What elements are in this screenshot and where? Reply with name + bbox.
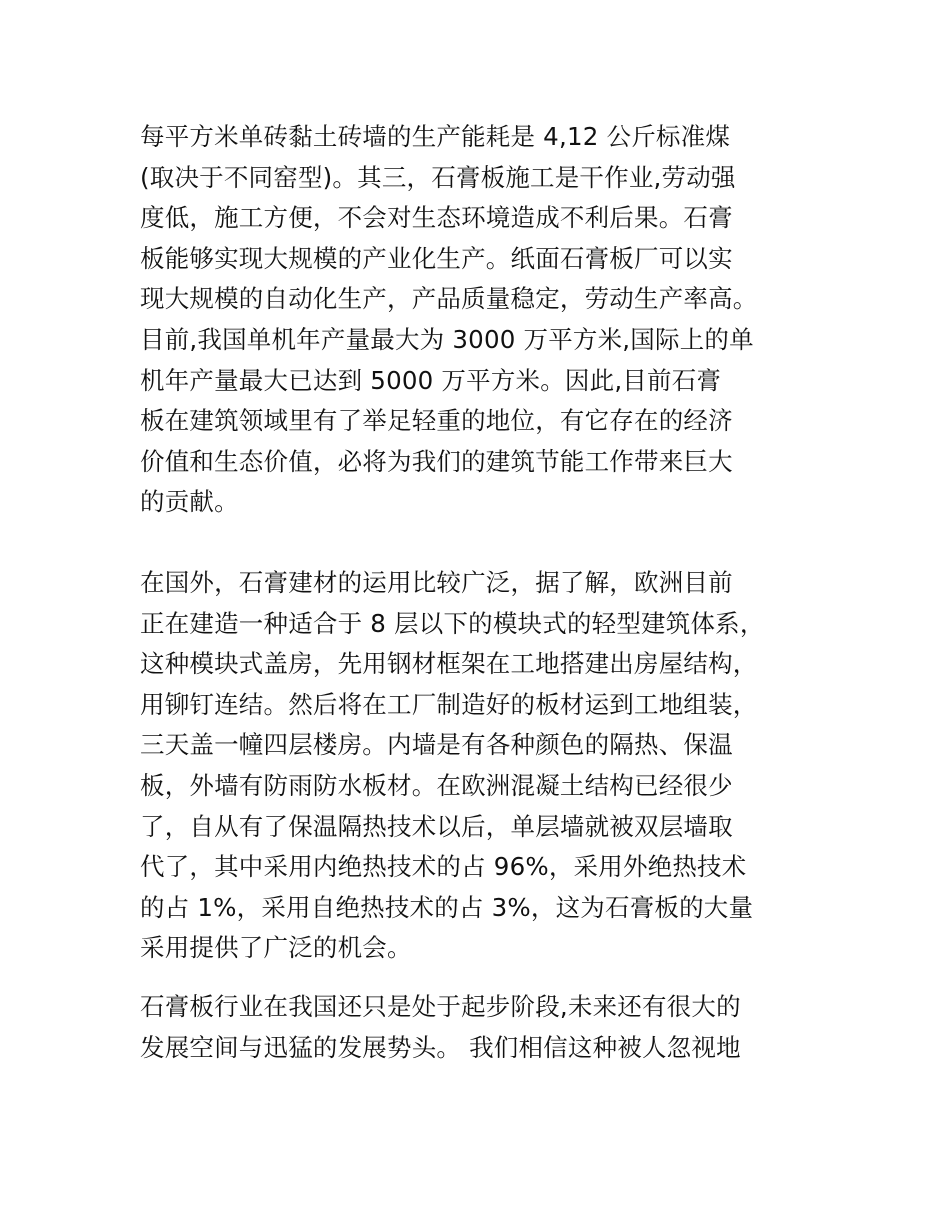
text-line: 石膏板行业在我国还只是处于起步阶段,未来还有很大的 [140,992,741,1021]
text-line: 发展空间与迅猛的发展势头。 我们相信这种被人忽视地 [140,1032,741,1062]
text-line: 板，外墙有防雨防水板材。在欧洲混凝土结构已经很少 [140,770,733,800]
paragraph-continuation [140,401,812,523]
text-line: 这种模块式盖房，先用钢材框架在工地搭建出房屋结构， [140,649,758,679]
text-line: (取决于不同窑型)。其三，石膏板施工是干作业,劳动强 [140,162,736,192]
text-line: 每平方米单砖黏土砖墙的生产能耗是 4,12 公斤标准煤 [140,122,731,151]
text-line: 现大规模的自动化生产，产品质量稳定，劳动生产率高。 [140,284,758,314]
paragraph-abroad [140,563,812,969]
paragraph-energy-consumption [140,117,812,401]
text-line: 板在建筑领域里有了举足轻重的地位，有它存在的经济 [140,406,733,435]
text-line: 了，自从有了保温隔热技术以后，单层墙就被双层墙取 [140,811,733,841]
text-line: 的占 1%，采用自绝热技术的占 3%，这为石膏板的大量 [140,892,754,922]
paragraph-industry-outlook [140,987,812,1068]
text-line: 机年产量最大已达到 5000 万平方米。因此,目前石膏 [140,365,722,395]
text-line: 在国外，石膏建材的运用比较广泛，据了解，欧洲目前 [140,568,733,597]
text-line: 采用提供了广泛的机会。 [140,933,412,963]
text-line: 板能够实现大规模的产业化生产。纸面石膏板厂可以实 [140,243,733,273]
text-line: 价值和生态价值，必将为我们的建筑节能工作带来巨大 [140,446,733,476]
text-line: 度低，施工方便，不会对生态环境造成不利后果。石膏 [140,203,733,233]
text-line: 目前,我国单机年产量最大为 3000 万平方米,国际上的单 [140,324,754,354]
text-line: 代了，其中采用内绝热技术的占 96%，采用外绝热技术 [140,852,747,882]
text-line: 的贡献。 [140,487,239,517]
text-line: 正在建造一种适合于 8 层以下的模块式的轻型建筑体系， [140,608,765,638]
text-line: 用铆钉连结。然后将在工厂制造好的板材运到工地组装， [140,689,758,719]
text-line: 三天盖一幢四层楼房。内墙是有各种颜色的隔热、保温 [140,730,733,760]
